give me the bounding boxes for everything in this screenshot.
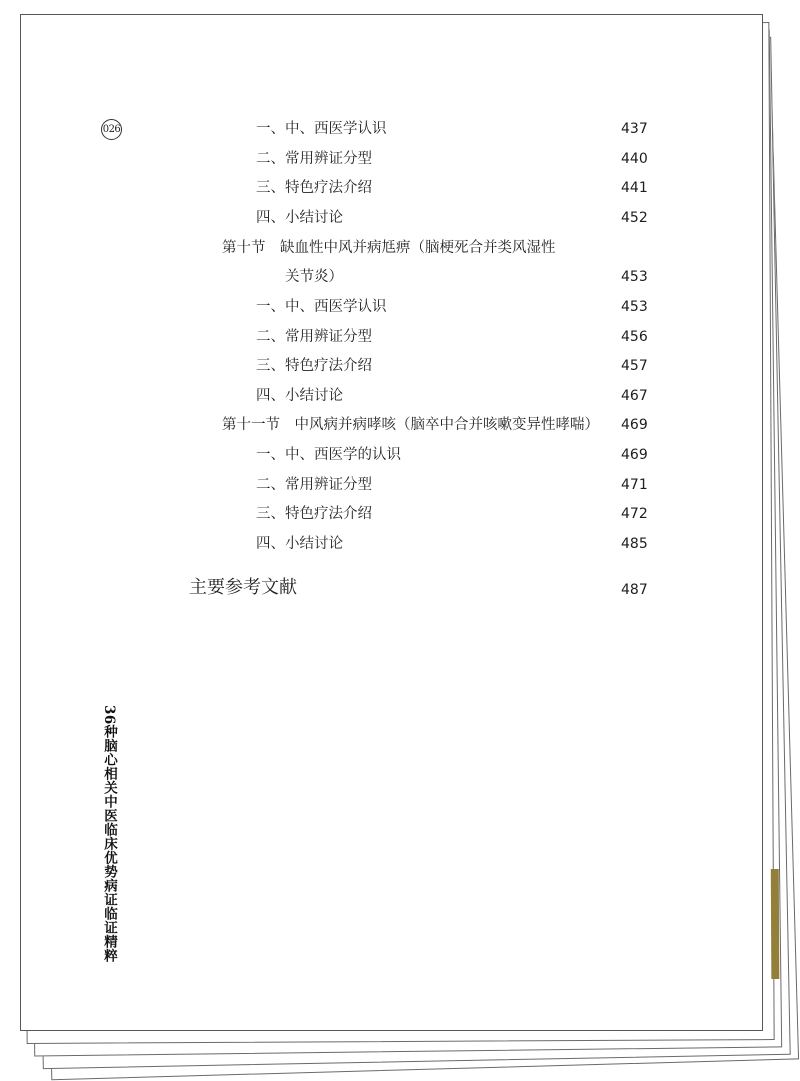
toc-entry-page: 487 [621, 582, 648, 598]
toc-entry-label: 三、特色疗法介绍 [256, 358, 372, 374]
toc-entry-page: 457 [621, 358, 648, 374]
toc-entry-label: 三、特色疗法介绍 [256, 506, 372, 522]
toc-entry-page: 469 [621, 447, 648, 463]
toc-entry-page: 472 [621, 506, 648, 522]
toc-entry-label: 四、小结讨论 [256, 536, 343, 552]
toc-entry-label: 二、常用辨证分型 [256, 329, 372, 345]
toc-entry-page: 440 [621, 151, 648, 167]
book-title-vertical: 36种脑心相关中医临床优势病证临证精粹 [101, 705, 117, 963]
toc-entry-label: 主要参考文献 [189, 577, 297, 598]
toc-entry-page: 453 [621, 269, 648, 285]
toc-entry-label: 一、中、西医学认识 [256, 299, 387, 315]
toc-entry-label: 四、小结讨论 [256, 388, 343, 404]
toc-entry-page: 437 [621, 121, 648, 137]
toc-entry-page: 456 [621, 329, 648, 345]
page-number-badge: 026 [101, 119, 122, 140]
toc-entry-label: 二、常用辨证分型 [256, 151, 372, 167]
book-page [20, 14, 763, 1031]
toc-entry-label: 三、特色疗法介绍 [256, 180, 372, 196]
toc-entry-label: 一、中、西医学认识 [256, 121, 387, 137]
toc-entry-page: 441 [621, 180, 648, 196]
toc-entry-label: 四、小结讨论 [256, 210, 343, 226]
toc-entry-label: 二、常用辨证分型 [256, 477, 372, 493]
toc-entry-page: 469 [621, 417, 648, 433]
toc-entry-page: 485 [621, 536, 648, 552]
toc-entry-page: 453 [621, 299, 648, 315]
toc-entry-label: 关节炎） [285, 269, 343, 285]
toc-entry-page: 471 [621, 477, 648, 493]
toc-entry-page: 467 [621, 388, 648, 404]
toc-entry-label: 一、中、西医学的认识 [256, 447, 401, 463]
toc-entry-label: 第十节 缺血性中风并病尪痹（脑梗死合并类风湿性 [222, 240, 556, 256]
toc-entry-page: 452 [621, 210, 648, 226]
toc-entry-label: 第十一节 中风病并病哮咳（脑卒中合并咳嗽变异性哮喘） [222, 417, 599, 433]
